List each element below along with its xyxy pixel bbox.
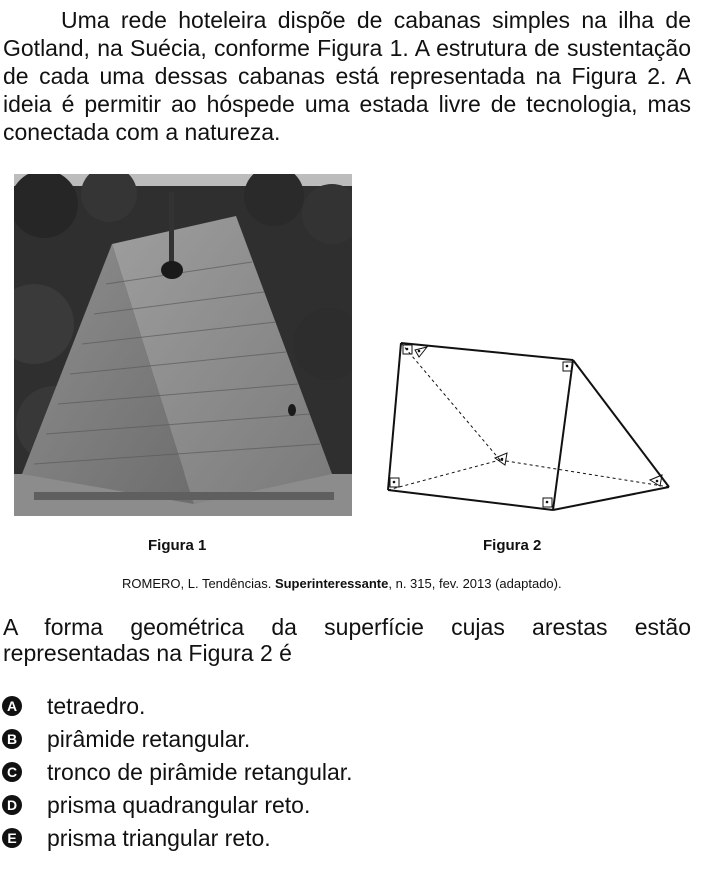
option-a-letter: A: [2, 696, 22, 716]
option-b-letter: B: [2, 729, 22, 749]
option-e-letter: E: [2, 828, 22, 848]
intro-paragraph: Uma rede hoteleira dispõe de cabanas simples na ilha de Gotland, na Suécia, conforme Figura 1. A estrutura de sustentação de cada uma dessas cabanas está representada na Figura 2. A ideia é permitir ao hóspede uma estada livre de tecnologia, mas conectada com a natureza.: [3, 7, 691, 145]
option-d-text: prisma quadrangular reto.: [47, 791, 311, 818]
option-e-text: prisma triangular reto.: [47, 824, 271, 851]
option-a-text: tetraedro.: [47, 692, 146, 719]
figure1-caption: Figura 1: [148, 537, 207, 554]
option-d-letter: D: [2, 795, 22, 815]
option-b-text: pirâmide retangular.: [47, 725, 251, 752]
source-publication: Superinteressante: [274, 576, 389, 591]
cabin-photo: [14, 174, 352, 516]
source-author: ROMERO, L. Tendências.: [122, 576, 275, 591]
structure-diagram: [375, 330, 680, 520]
option-c-letter: C: [2, 762, 22, 782]
source-citation: [122, 576, 562, 591]
figure2-caption: Figura 2: [483, 537, 542, 554]
source-details: , n. 315, fev. 2013 (adaptado).: [388, 576, 562, 591]
option-c-text: tronco de pirâmide retangular.: [47, 758, 353, 785]
question-stem: A forma geométrica da superfície cujas arestas estão representadas na Figura 2 é: [3, 614, 691, 666]
